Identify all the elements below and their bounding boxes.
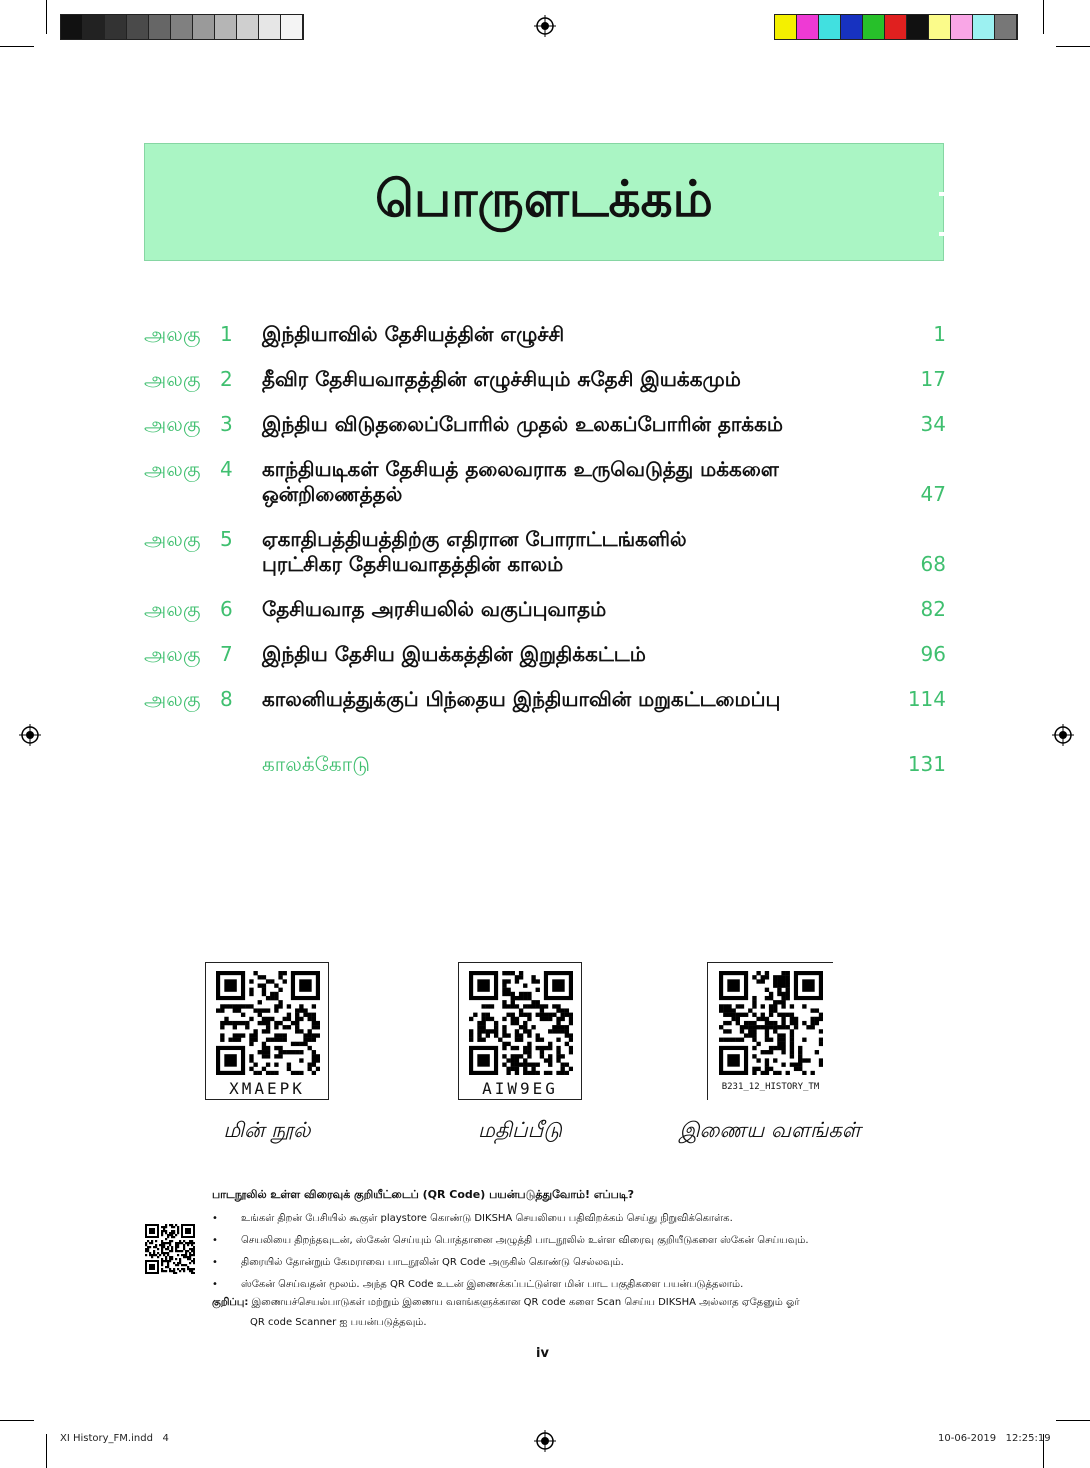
qr-code-id: B231_12_HISTORY_TM	[721, 1082, 820, 1092]
toc-row[interactable]	[144, 322, 946, 348]
qr-caption-assessment: மதிப்பீடு	[477, 1118, 563, 1142]
crop-mark	[46, 0, 47, 34]
page-title: பொருளடக்கம்	[375, 169, 713, 228]
qr-code-id: AIW9EG	[482, 1079, 558, 1098]
unit-number: 7	[220, 642, 233, 666]
chapter-title: காந்தியடிகள் தேசியத் தலைவராக உருவெடுத்து மக்களை	[262, 457, 779, 481]
unit-number: 4	[220, 457, 233, 481]
list-item: • செயலியை திறந்தவுடன், ஸ்கேன் செய்யும் பொத்தானை அழுத்தி பாடநூலில் உள்ள விரைவு குறியீடுகளை ஸ்கேன் செய்யவும்.	[212, 1230, 892, 1252]
qr-code-icon	[216, 971, 320, 1075]
page-number: 114	[907, 687, 946, 711]
toc-row[interactable]	[144, 687, 946, 713]
note-text-line1: இணையச்செயல்பாடுகள் மற்றும் இணைய வளங்களுக்கான QR code களை Scan செய்ய DIKSHA அல்லாத ஏதேனும் ஓர்	[251, 1297, 800, 1308]
registration-mark-icon	[534, 15, 556, 37]
chapter-title: தீவிர தேசியவாதத்தின் எழுச்சியும் சுதேசி இயக்கமும்	[262, 367, 741, 391]
timeline-label: காலக்கோடு	[262, 752, 370, 776]
toc-row[interactable]	[144, 412, 946, 438]
qr-caption-web-resources: இணைய வளங்கள்	[679, 1118, 861, 1142]
unit-number: 6	[220, 597, 233, 621]
qr-caption-ebook: மின் நூல்	[223, 1118, 311, 1142]
unit-label: அலகு	[144, 527, 201, 551]
qr-code-assessment[interactable]	[458, 962, 582, 1100]
list-item: • ஸ்கேன் செய்வதன் மூலம். அந்த QR Code உடன் இணைக்கப்பட்டுள்ள மின் பாட பகுதிகளை பயன்படுத்தலாம்.	[212, 1274, 892, 1296]
page-number: 96	[920, 642, 946, 666]
unit-number: 5	[220, 527, 233, 551]
crop-mark	[1043, 0, 1044, 34]
qr-code-ebook[interactable]	[205, 962, 329, 1100]
unit-number: 2	[220, 367, 233, 391]
footer-file-name: XI History_FM.indd 4	[60, 1433, 169, 1444]
chapter-title-line2: புரட்சிகர தேசியவாதத்தின் காலம்	[262, 552, 564, 576]
page-number: 131	[907, 752, 946, 776]
crop-mark	[1056, 46, 1090, 47]
list-item: • உங்கள் திறன் பேசியில் கூகுள் playstore கொண்டு DIKSHA செயலியை பதிவிறக்கம் செய்து நிறுவிக்கொள்க.	[212, 1208, 892, 1230]
qr-code-id: XMAEPK	[229, 1079, 305, 1098]
toc-row[interactable]	[144, 367, 946, 393]
toc-row[interactable]	[144, 527, 946, 579]
page-number: 82	[920, 597, 946, 621]
footer-datetime: 10-06-2019 12:25:19	[938, 1433, 1051, 1444]
note-text-line2: QR code Scanner ஐ பயன்படுத்தவும்.	[250, 1317, 427, 1328]
unit-label: அலகு	[144, 687, 201, 711]
unit-label: அலகு	[144, 412, 201, 436]
page-number-footer: iv	[536, 1346, 549, 1361]
qr-code-icon	[719, 971, 823, 1075]
list-item: • திரையில் தோன்றும் கேமராவை பாடநூலின் QR Code அருகில் கொண்டு செல்லவும்.	[212, 1252, 892, 1274]
page-number: 1	[933, 322, 946, 346]
qr-code-icon	[145, 1224, 195, 1274]
grayscale-color-bar	[60, 14, 304, 40]
note-label: குறிப்பு:	[212, 1297, 249, 1308]
unit-label: அலகு	[144, 642, 201, 666]
toc-row-timeline[interactable]	[144, 752, 946, 778]
unit-label: அலகு	[144, 457, 201, 481]
toc-row[interactable]	[144, 457, 946, 509]
cmyk-color-bar	[774, 14, 1018, 40]
crop-mark	[1056, 1420, 1090, 1421]
instructions-list	[212, 1208, 892, 1296]
registration-mark-icon	[1052, 724, 1074, 746]
unit-number: 1	[220, 322, 233, 346]
chapter-title: தேசியவாத அரசியலில் வகுப்புவாதம்	[262, 597, 607, 621]
chapter-title: ஏகாதிபத்தியத்திற்கு எதிரான போராட்டங்களில்	[262, 527, 687, 551]
unit-label: அலகு	[144, 367, 201, 391]
page-number: 17	[920, 367, 946, 391]
crop-mark	[0, 46, 34, 47]
qr-code-icon	[469, 971, 573, 1075]
unit-number: 3	[220, 412, 233, 436]
qr-code-web-resources[interactable]	[707, 962, 833, 1100]
registration-mark-icon	[19, 724, 41, 746]
page-number: 34	[920, 412, 946, 436]
toc-row[interactable]	[144, 642, 946, 668]
instructions-heading: பாடநூலில் உள்ள விரைவுக் குறியீட்டைப் (QR Code) பயன்படுத்துவோம்! எப்படி?	[212, 1188, 634, 1201]
chapter-title: இந்திய விடுதலைப்போரில் முதல் உலகப்போரின் தாக்கம்	[262, 412, 783, 436]
band-tab-marker	[939, 192, 945, 236]
chapter-title: இந்தியாவில் தேசியத்தின் எழுச்சி	[262, 322, 565, 346]
page-number: 47	[920, 482, 946, 506]
crop-mark	[0, 1420, 34, 1421]
title-band	[144, 143, 944, 261]
crop-mark	[46, 1434, 47, 1468]
unit-number: 8	[220, 687, 233, 711]
registration-mark-icon	[534, 1430, 556, 1452]
toc-row[interactable]	[144, 597, 946, 623]
unit-label: அலகு	[144, 597, 201, 621]
unit-label: அலகு	[144, 322, 201, 346]
chapter-title-line2: ஒன்றிணைத்தல்	[262, 482, 403, 506]
chapter-title: இந்திய தேசிய இயக்கத்தின் இறுதிக்கட்டம்	[262, 642, 646, 666]
instructions-note	[212, 1293, 892, 1333]
page-number: 68	[920, 552, 946, 576]
chapter-title: காலனியத்துக்குப் பிந்தைய இந்தியாவின் மறுகட்டமைப்பு	[262, 687, 781, 711]
